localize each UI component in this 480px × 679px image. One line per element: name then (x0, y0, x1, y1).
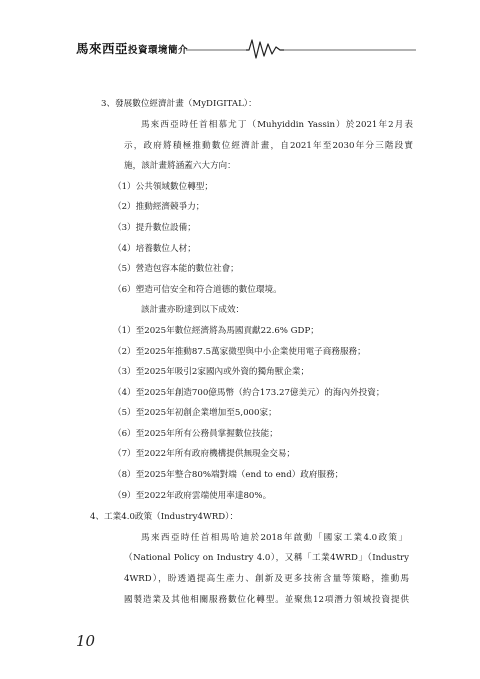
goal-item: （4）至2025年創造700億馬幣（約合173.27億美元）的海內外投資； (113, 388, 385, 398)
goal-item: （8）至2025年整合80%端對端（end to end）政府服務； (113, 470, 344, 480)
goal-item: （7）至2022年所有政府機構提供無現金交易； (113, 449, 296, 459)
goals-intro: 該計畫亦盼達到以下成效： (141, 305, 245, 315)
goal-item: （9）至2022年政府雲端使用率達80%。 (113, 491, 272, 501)
goal-item: （2）至2025年推動87.5萬家微型與中小企業使用電子商務服務； (113, 347, 366, 357)
section-4-para-line-4: 國製造業及其他相關服務數位化轉型。並聚焦12項潛力領域投資提供 (124, 595, 409, 605)
direction-item: （6）塑造可信安全和符合道德的數位環境。 (113, 285, 282, 295)
goal-item: （5）至2025年初創企業增加至5,000家； (113, 408, 277, 418)
direction-item: （4）培養數位人材； (113, 244, 196, 254)
section-4-heading: 4、工業4.0政策（Industry4WRD）： (90, 512, 239, 522)
direction-item: （5）營造包容本能的數位社會； (113, 264, 239, 274)
direction-item: （3）提升數位設備； (113, 223, 196, 233)
direction-item: （2）推動經濟競爭力； (113, 202, 205, 212)
section-3-heading: 3、發展數位經濟計畫（MyDIGITAL）： (101, 99, 257, 109)
goal-item: （1）至2025年數位經濟將為馬國貢獻22.6% GDP； (113, 326, 319, 336)
section-4-para-line-1: 馬來西亞時任首相馬哈迪於2018年啟動「國家工業4.0政策」 (141, 533, 407, 543)
header-title-sub: 投資環境簡介 (128, 45, 189, 56)
section-3-para-line-2: 示，政府將積極推動數位經濟計畫，自2021年至2030年分三階段實 (124, 141, 413, 151)
goal-item: （3）至2025年吸引2家國內或外資的獨角獸企業； (113, 367, 310, 377)
header-title-main: 馬來西亞 (76, 41, 129, 56)
section-3-para-line-3: 施，該計畫將涵蓋六大方向： (124, 161, 236, 171)
goal-item: （6）至2025年所有公務員掌握數位技能； (113, 429, 278, 439)
section-4-para-line-3: 4WRD），盼透過提高生產力、創新及更多技術含量等策略，推動馬 (124, 574, 409, 584)
section-4-para-line-2: （National Policy on Industry 4.0），又稱「工業4WRD」（Industry (124, 553, 409, 563)
page-number: 10 (76, 632, 96, 650)
direction-item: （1）公共領域數位轉型； (113, 182, 213, 192)
section-3-para-line-1: 馬來西亞時任首相慕尤丁（Muhyiddin Yassin）於2021年2月表 (141, 120, 413, 130)
